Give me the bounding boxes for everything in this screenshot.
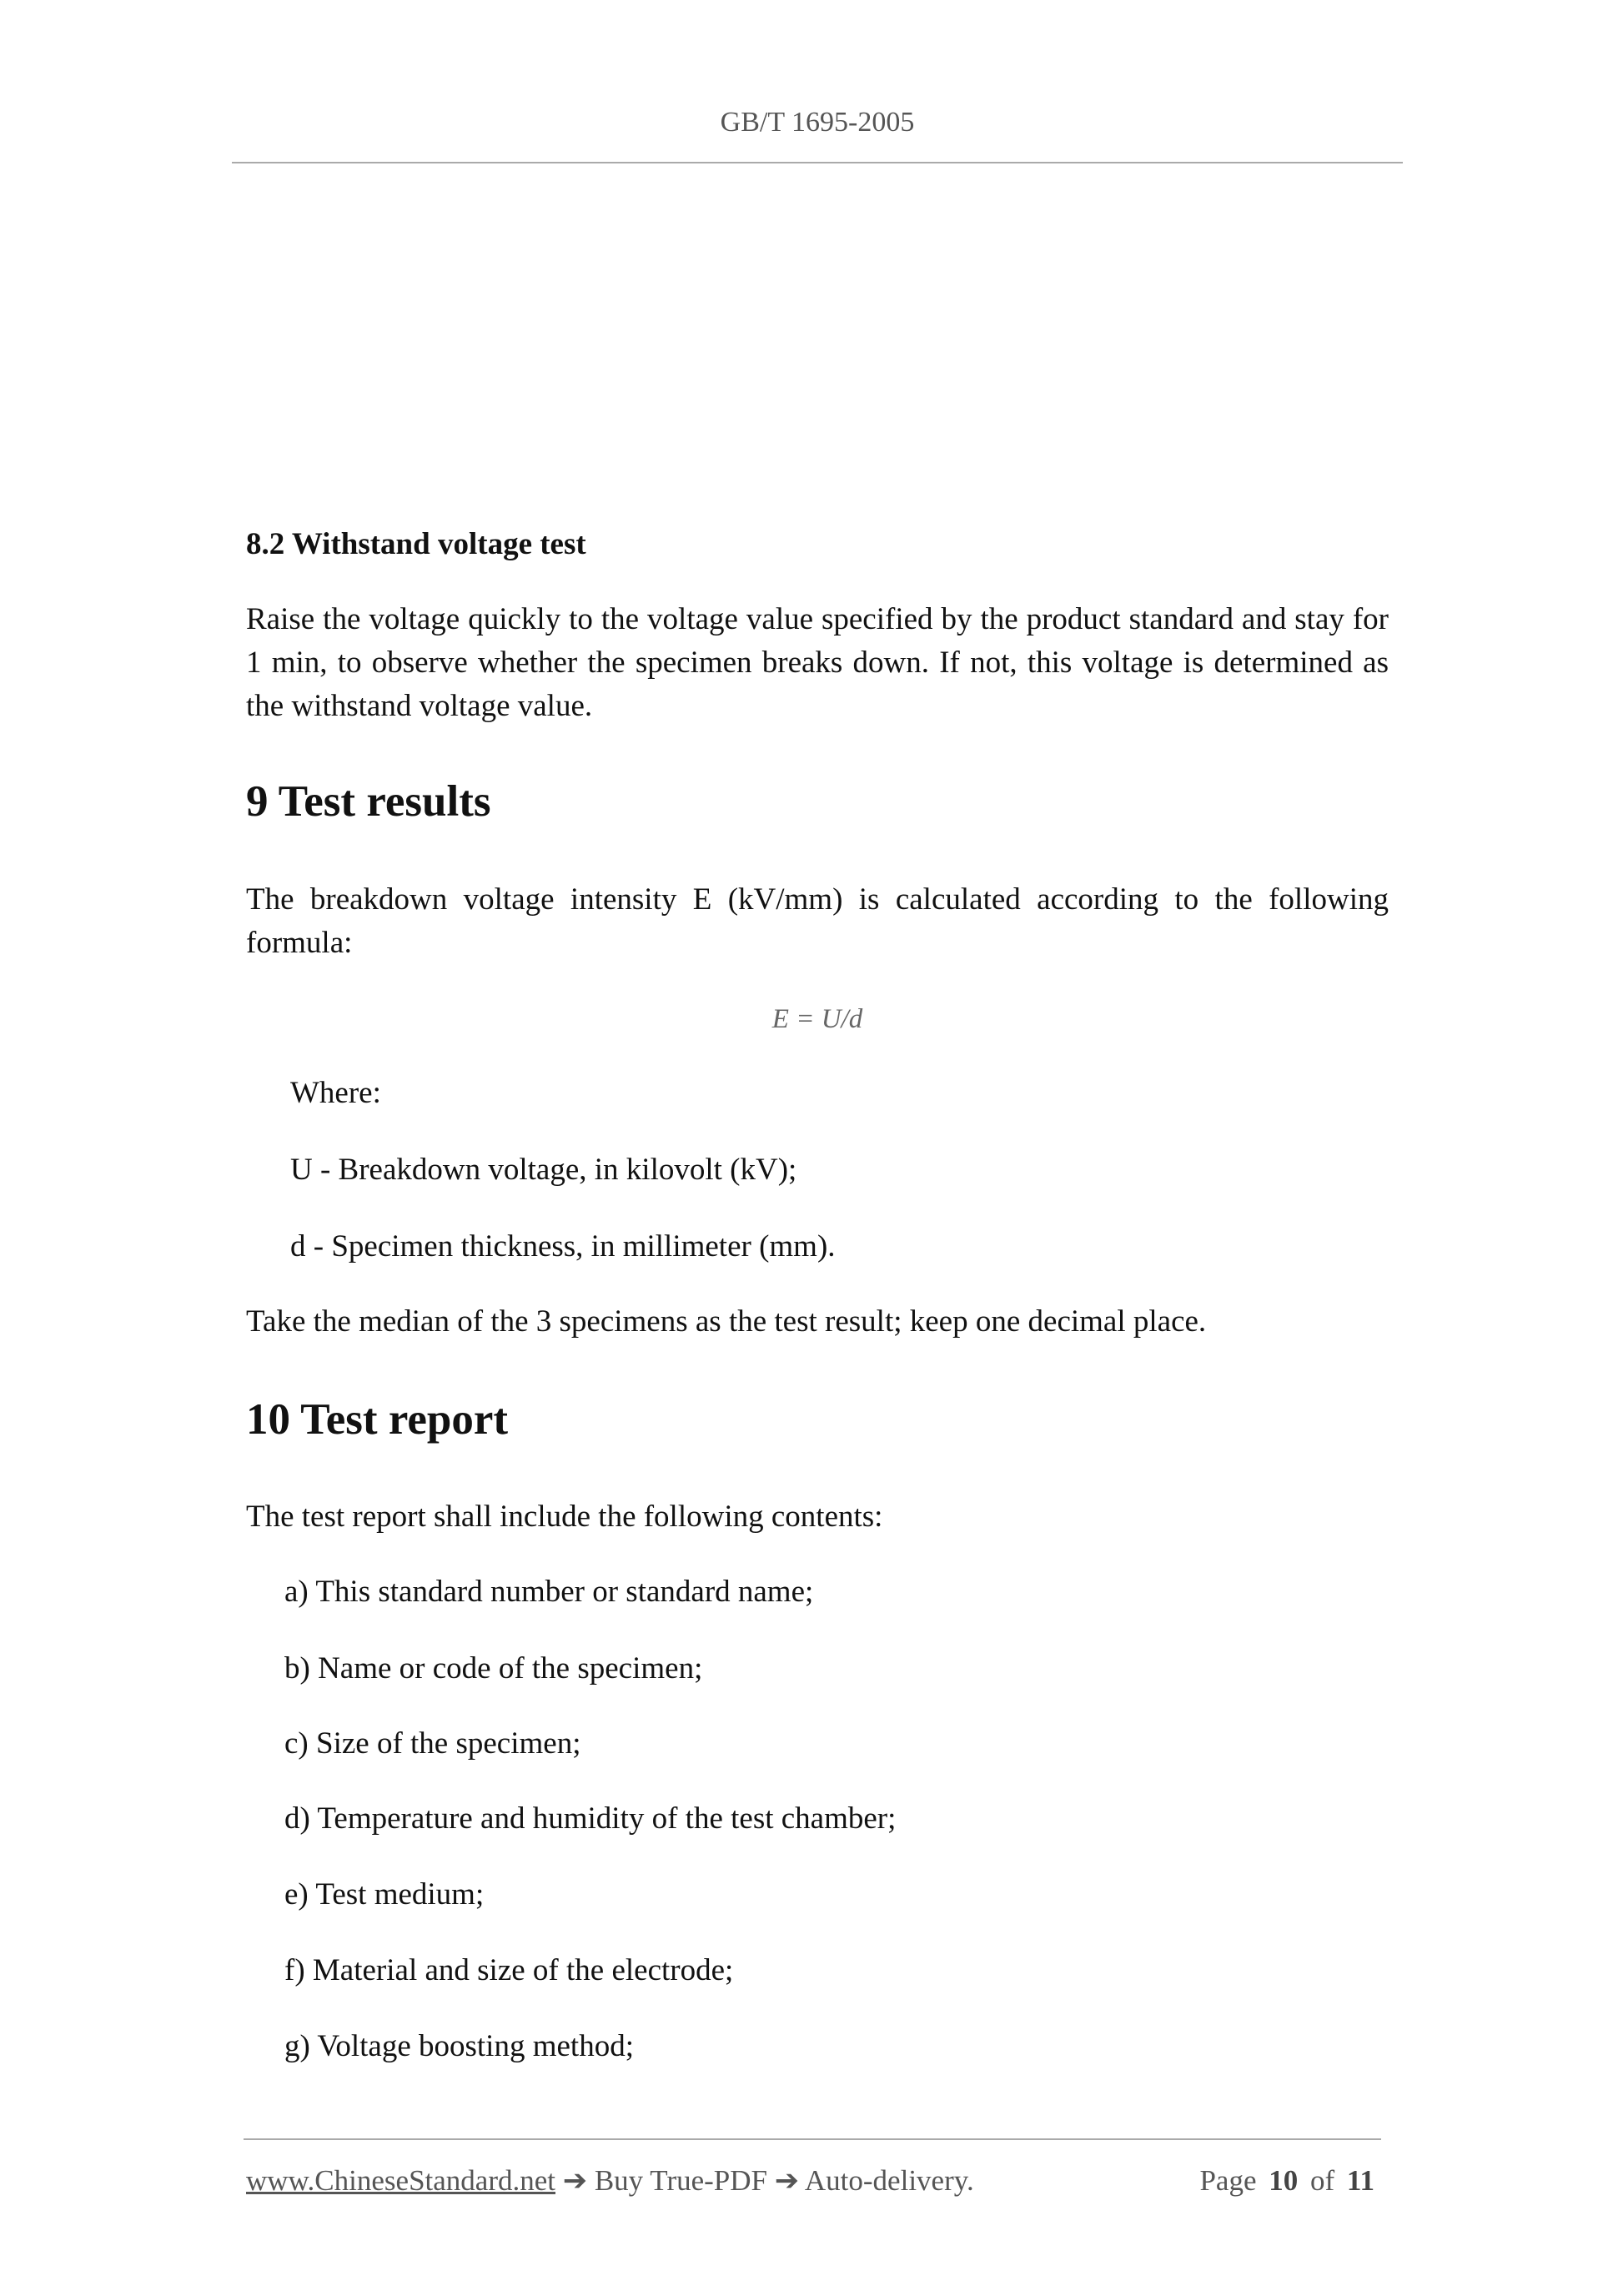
section-9-paragraph: The breakdown voltage intensity E (kV/mm) is calculated according to the following formula: [246,882,1389,960]
list-item: a) This standard number or standard name; [284,1575,814,1609]
formula: E = U/d [771,1004,863,1034]
current-page: 10 [1269,2164,1299,2197]
report-intro: The test report shall include the following contents: [246,1500,883,1534]
arrow-right-icon: ➔ [562,2164,588,2197]
of-label: of [1310,2164,1335,2197]
where-label: Where: [290,1076,381,1110]
website-link[interactable]: www.ChineseStandard.net [246,2164,555,2197]
list-item: d) Temperature and humidity of the test chamber; [284,1801,897,1836]
list-item: c) Size of the specimen; [284,1726,581,1761]
list-item: f) Material and size of the electrode; [284,1953,734,1987]
section-heading-9: 9 Test results [246,777,491,826]
page-indicator [1199,2162,1374,2200]
footer-promo [246,2162,974,2200]
total-pages: 11 [1346,2164,1374,2197]
list-item: g) Voltage boosting method; [284,2029,634,2063]
footer-divider [244,2138,1381,2140]
buy-true-pdf-text: Buy True-PDF [594,2164,767,2197]
list-item: e) Test medium; [284,1877,485,1912]
list-item: b) Name or code of the specimen; [284,1651,703,1686]
document-header-title: GB/T 1695-2005 [720,107,915,138]
section-heading-10: 10 Test report [246,1395,509,1444]
page-label: Page [1199,2164,1257,2197]
section-heading-8-2: 8.2 Withstand voltage test [246,527,586,561]
auto-delivery-text: Auto-delivery. [804,2164,974,2197]
definition-u: U - Breakdown voltage, in kilovolt (kV); [290,1153,797,1187]
definition-d: d - Specimen thickness, in millimeter (mm). [290,1229,836,1264]
arrow-right-icon: ➔ [774,2164,800,2197]
header-divider [232,162,1403,163]
section-8-2-paragraph: Raise the voltage quickly to the voltage value specified by the product standard and stay for 1 min, to observe whether the specimen breaks down. If not, this voltage is determined as the withstand voltage value. [246,602,1389,723]
result-note: Take the median of the 3 specimens as the test result; keep one decimal place. [246,1304,1207,1339]
